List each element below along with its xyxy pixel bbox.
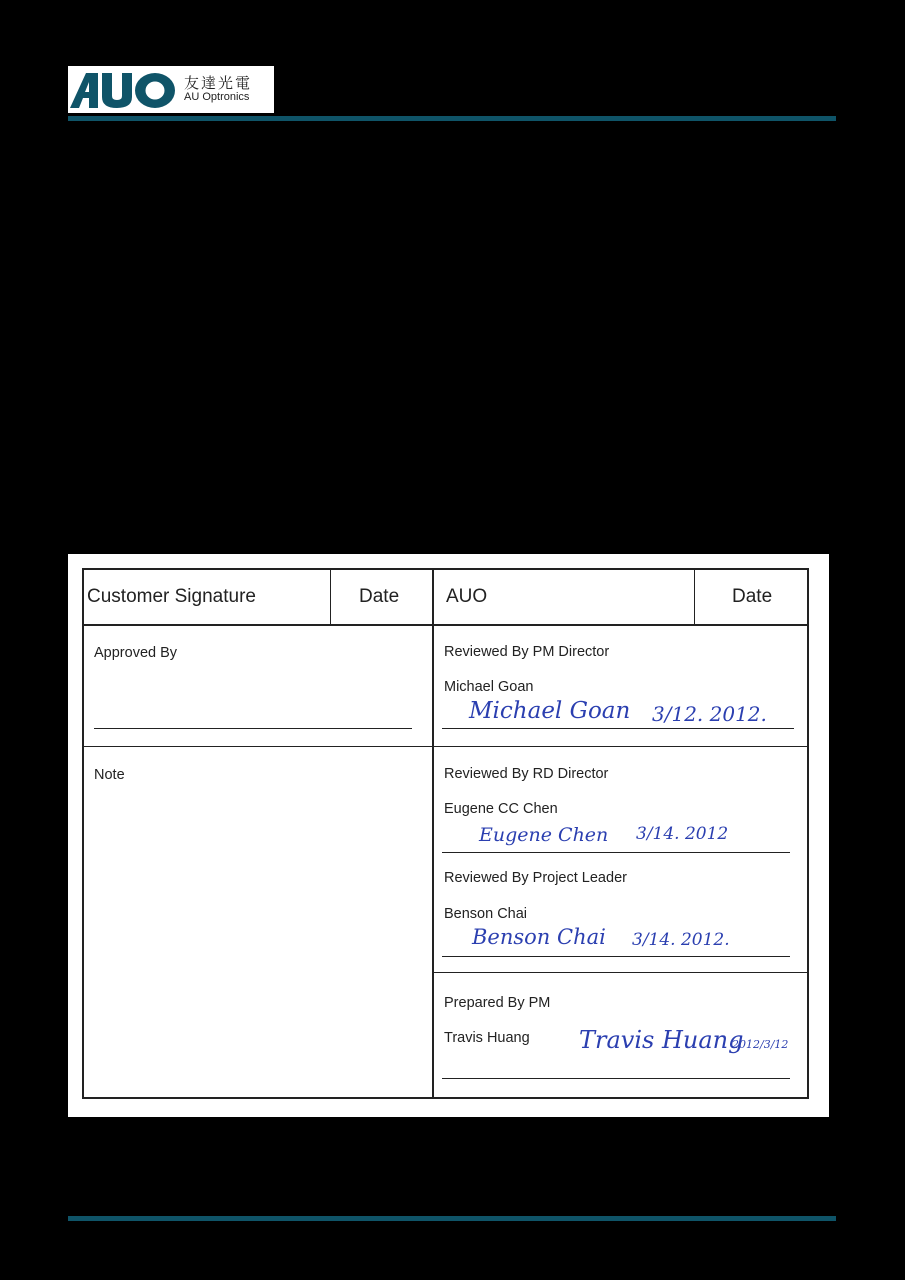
date-header-right: Date: [732, 586, 773, 607]
pm-signed-date: 2012/3/12: [732, 1038, 789, 1051]
company-logo: [68, 66, 274, 113]
customer-signature-header: Customer Signature: [87, 586, 256, 607]
column-divider: [330, 570, 331, 624]
auo-logo-mark: [68, 70, 178, 110]
row-divider: [432, 972, 807, 973]
column-divider: [694, 570, 695, 624]
approved-by-label: Approved By: [94, 645, 178, 661]
project-leader-signature: Benson Chai: [472, 925, 606, 949]
header-rule: [68, 116, 836, 121]
footer-rule: [68, 1216, 836, 1221]
pm-director-signed-date: 3/12. 2012.: [652, 702, 767, 726]
pm-director-signature-line: [442, 728, 794, 729]
project-leader-name: Benson Chai: [444, 906, 528, 922]
pm-name: Travis Huang: [444, 1030, 530, 1046]
logo-english-name: AU Optronics: [184, 90, 250, 103]
signature-form-scan: [68, 554, 829, 1117]
auo-header: AUO: [446, 586, 488, 607]
rd-director-name: Eugene CC Chen: [444, 801, 558, 817]
reviewed-by-rd-director-label: Reviewed By RD Director: [444, 766, 609, 782]
logo-chinese-name: 友達光電: [184, 73, 253, 92]
header-row-divider: [84, 624, 807, 626]
reviewed-by-project-leader-label: Reviewed By Project Leader: [444, 870, 627, 886]
note-label: Note: [94, 767, 125, 783]
rd-director-signature-line: [442, 852, 790, 853]
column-divider: [432, 570, 434, 1097]
pm-director-signature: Michael Goan: [469, 698, 631, 724]
pm-director-name: Michael Goan: [444, 679, 534, 695]
row-divider: [84, 746, 807, 747]
project-leader-signature-line: [442, 956, 790, 957]
pm-signature-line: [442, 1078, 790, 1079]
prepared-by-pm-label: Prepared By PM: [444, 995, 551, 1011]
reviewed-by-pm-director-label: Reviewed By PM Director: [444, 644, 610, 660]
date-header-left: Date: [359, 586, 400, 607]
rd-director-signature: Eugene Chen: [479, 824, 609, 846]
project-leader-signed-date: 3/14. 2012.: [632, 930, 730, 950]
approved-by-signature-line: [94, 728, 412, 729]
rd-director-signed-date: 3/14. 2012: [636, 824, 729, 844]
pm-signature: Travis Huang: [579, 1026, 744, 1054]
signature-table: [82, 568, 809, 1099]
